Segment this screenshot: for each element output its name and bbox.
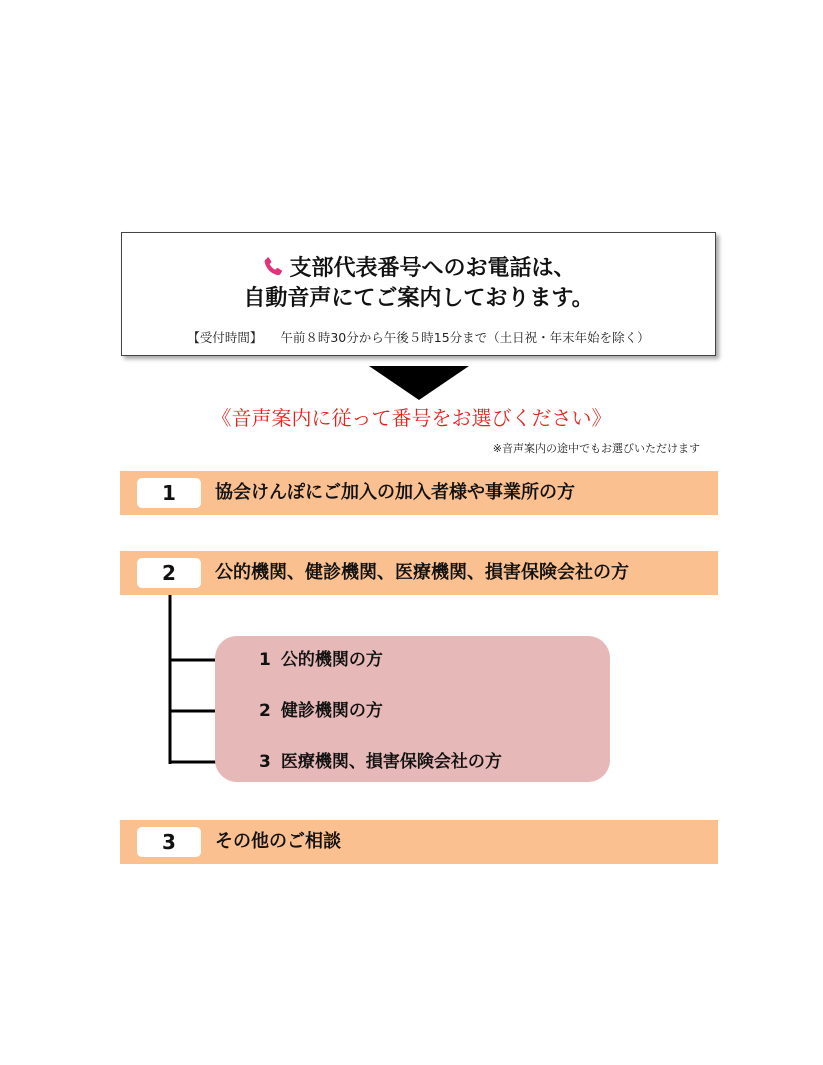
suboptions-box	[215, 636, 610, 782]
phone-icon	[261, 255, 285, 279]
suboption-3	[259, 751, 502, 773]
info-box	[121, 232, 716, 356]
info-heading-line2: 自動音声にてご案内しております。	[243, 286, 594, 311]
info-heading-line1-text: 支部代表番号へのお電話は、	[289, 256, 576, 281]
option-label: その他のご相談	[215, 831, 341, 852]
option-number: 3	[137, 827, 201, 857]
option-1	[120, 471, 718, 515]
option-label: 協会けんぽにご加入の加入者様や事業所の方	[215, 482, 575, 503]
option-number: 1	[137, 478, 201, 508]
suboption-1	[259, 649, 383, 671]
suboption-label: 公的機関の方	[280, 650, 383, 670]
option-label: 公的機関、健診機関、医療機関、損害保険会社の方	[215, 562, 629, 583]
instruction-text: 《音声案内に従って番号をお選びください》	[211, 406, 612, 430]
hours-text: 午前８時30分から午後５時15分まで（土日祝・年末年始を除く）	[280, 330, 650, 345]
down-arrow-icon	[369, 366, 469, 400]
reception-hours	[122, 330, 715, 346]
suboption-label: 医療機関、損害保険会社の方	[280, 752, 502, 772]
option-2	[120, 551, 718, 595]
suboption-number: 2	[259, 701, 271, 721]
hours-label: 【受付時間】	[187, 330, 263, 345]
info-heading-line1	[122, 255, 715, 283]
suboption-2	[259, 700, 383, 722]
note-text: ※音声案内の途中でもお選びいただけます	[492, 442, 700, 455]
option-number: 2	[137, 558, 201, 588]
suboption-number: 1	[259, 650, 271, 670]
option-3	[120, 820, 718, 864]
suboption-label: 健診機関の方	[280, 701, 383, 721]
suboption-number: 3	[259, 752, 271, 772]
